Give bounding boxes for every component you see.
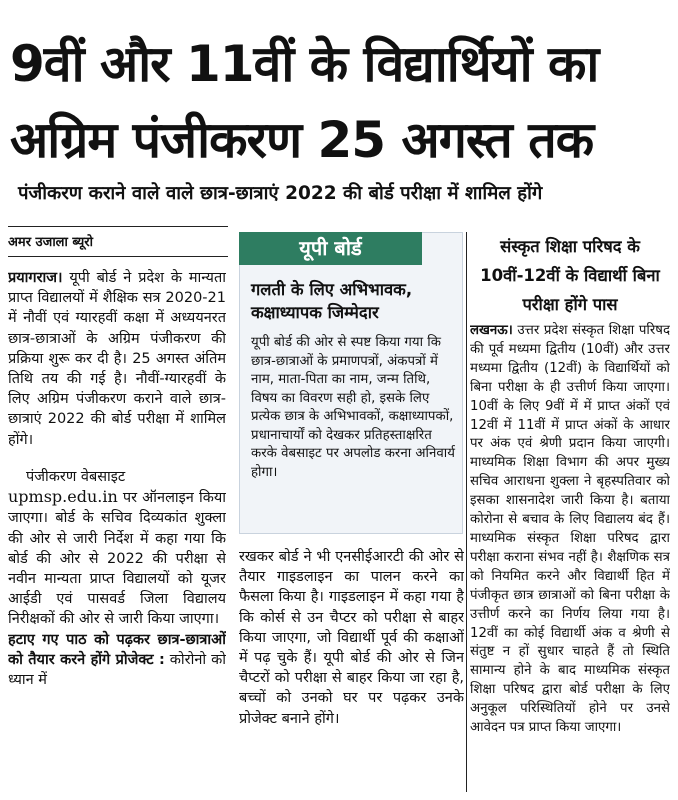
article-paragraph-2 bbox=[8, 467, 226, 630]
headline-line-1: 9वीं और 11वीं के विद्यार्थियों का bbox=[10, 35, 599, 93]
up-board-label: यूपी बोर्ड bbox=[239, 232, 422, 265]
paragraph-2-text: पर ऑनलाइन किया जाएगा। बोर्ड के सचिव दिव्यकांत शुक्ला की ओर से जारी निर्देश में कहा गया कि बोर्ड की ओर से 2022 की परीक्षा से नवीन मान्यता प्राप्त विद्यालयों को यूजर आईडी एवं पासवर्ड जिला विद्यालय निरीक्षकों की ओर से जारी किया जाएगा। bbox=[8, 490, 226, 628]
paragraph-1-text: यूपी बोर्ड ने प्रदेश के मान्यता प्राप्त विद्यालयों में शैक्षिक सत्र 2020-21 में नौवीं एवं ग्यारहवीं कक्षा में अध्ययनरत छात्र-छात्राओं के अग्रिम पंजीकरण की प्रक्रिया शुरू कर दी है। 25 अगस्त अंतिम तिथि तय की गई है। नौवीं-ग्यारहवीं के लिए अग्रिम पंजीकरण कराने वाले छात्र-छात्राएं 2022 की बोर्ड परीक्षा में शामिल होंगे। bbox=[8, 270, 226, 448]
article-column-2: रखकर बोर्ड ने भी एनसीईआरटी की ओर से तैयार गाइडलाइन का पालन करने का फैसला किया है। गाइडलाइन में कहा गया है कि कोर्स से उन चैप्टर को परीक्षा से बाहर किया जाएगा, जो विद्यार्थी पूर्व की कक्षाओं में पढ़ चुके हैं। यूपी बोर्ड की ओर से जिन चैप्टरों को परीक्षा से बाहर किया जा रहा है, बच्चों को उनको घर पर पढ़कर उनके प्रोजेक्ट बनाने होंगे। bbox=[239, 549, 464, 727]
column-divider bbox=[466, 232, 467, 792]
article-column-1 bbox=[8, 268, 226, 464]
article-paragraph-1 bbox=[8, 268, 226, 450]
sanskrit-heading: संस्कृत शिक्षा परिषद के 10वीं-12वीं के विद्यार्थी बिना परीक्षा होंगे पास bbox=[480, 237, 660, 314]
paragraph-3-text: कोरोनो को ध्यान में bbox=[8, 651, 226, 689]
dateline-prayagraj: प्रयागराज। bbox=[8, 270, 63, 286]
project-subhead: हटाए गए पाठ को पढ़कर छात्र-छात्राओं को तैयार करने होंगे प्रोजेक्ट : bbox=[8, 631, 226, 668]
byline-rule bbox=[8, 226, 228, 227]
sanskrit-body: उत्तर प्रदेश संस्कृत शिक्षा परिषद की पूर्व मध्यमा द्वितीय (10वीं) और उत्तर मध्यमा द्वितीय (12वीं) के विद्यार्थियों को बिना परीक्षा के ही उत्तीर्ण किया जाएगा। 10वीं के लिए 9वीं में में प्राप्त अंकों एवं 12वीं में 11वीं में प्राप्त अंकों के आधार पर अंक एवं श्रेणी प्रदान किया जाएगी। माध्यमिक शिक्षा विभाग की अपर मुख्य सचिव आराधना शुक्ला ने बृहस्पतिवार को इसका शासनादेश जारी किया है। बताया कोरोना से बचाव के लिए विद्यालय बंद हैं। माध्यमिक संस्कृत शिक्षा परिषद द्वारा परीक्षा कराना संभव नहीं है। शैक्षणिक सत्र को नियमित करने और विद्यार्थी हित में पंजीकृत छात्र छात्राओं को बिना परीक्षा के उत्तीर्ण करने का निर्णय लिया गया है। 12वीं का कोई विद्यार्थी अंक व श्रेणी से संतुष्ट न हों सुधार चाहते हैं तो स्थिति सामान्य होने के बाद माध्यमिक संस्कृत शिक्षा परिषद द्वारा बोर्ड परीक्षा के लिए अनुकूल परिस्थितियों होने पर उनसे आवेदन पत्र प्राप्त किया जाएगा। bbox=[470, 323, 670, 736]
paragraph-2-lead: पंजीकरण वेबसाइट bbox=[26, 469, 126, 485]
box-heading: गलती के लिए अभिभावक, कक्षाध्यापक जिम्मेदार bbox=[251, 280, 413, 322]
article-column-3 bbox=[470, 322, 670, 792]
article-column-1-continued bbox=[8, 467, 226, 797]
byline-rule-bottom bbox=[8, 256, 228, 257]
website-url: upmsp.edu.in bbox=[8, 487, 118, 507]
box-body: यूपी बोर्ड की ओर से स्पष्ट किया गया कि छात्र-छात्राओं के प्रमाणपत्रों, अंकपत्रों में नाम, माता-पिता का नाम, जन्म तिथि, विषय का विवरण सही हो, इसके लिए प्रत्येक छात्र के अभिभावकों, कक्षाध्यापकों, प्रधानाचार्यों को देखकर प्रतिहस्ताक्षरित करके वेबसाइट पर अपलोड करना अनिवार्य होगा। bbox=[251, 335, 455, 480]
dateline-lucknow: लखनऊ। bbox=[470, 323, 513, 338]
subheadline: पंजीकरण कराने वाले वाले छात्र-छात्राएं 2022 की बोर्ड परीक्षा में शामिल होंगे bbox=[18, 183, 543, 204]
article-paragraph-3 bbox=[8, 630, 226, 691]
byline: अमर उजाला ब्यूरो bbox=[8, 235, 93, 250]
sanskrit-paragraph bbox=[470, 322, 670, 738]
headline-line-2: अग्रिम पंजीकरण 25 अगस्त तक bbox=[10, 111, 594, 169]
